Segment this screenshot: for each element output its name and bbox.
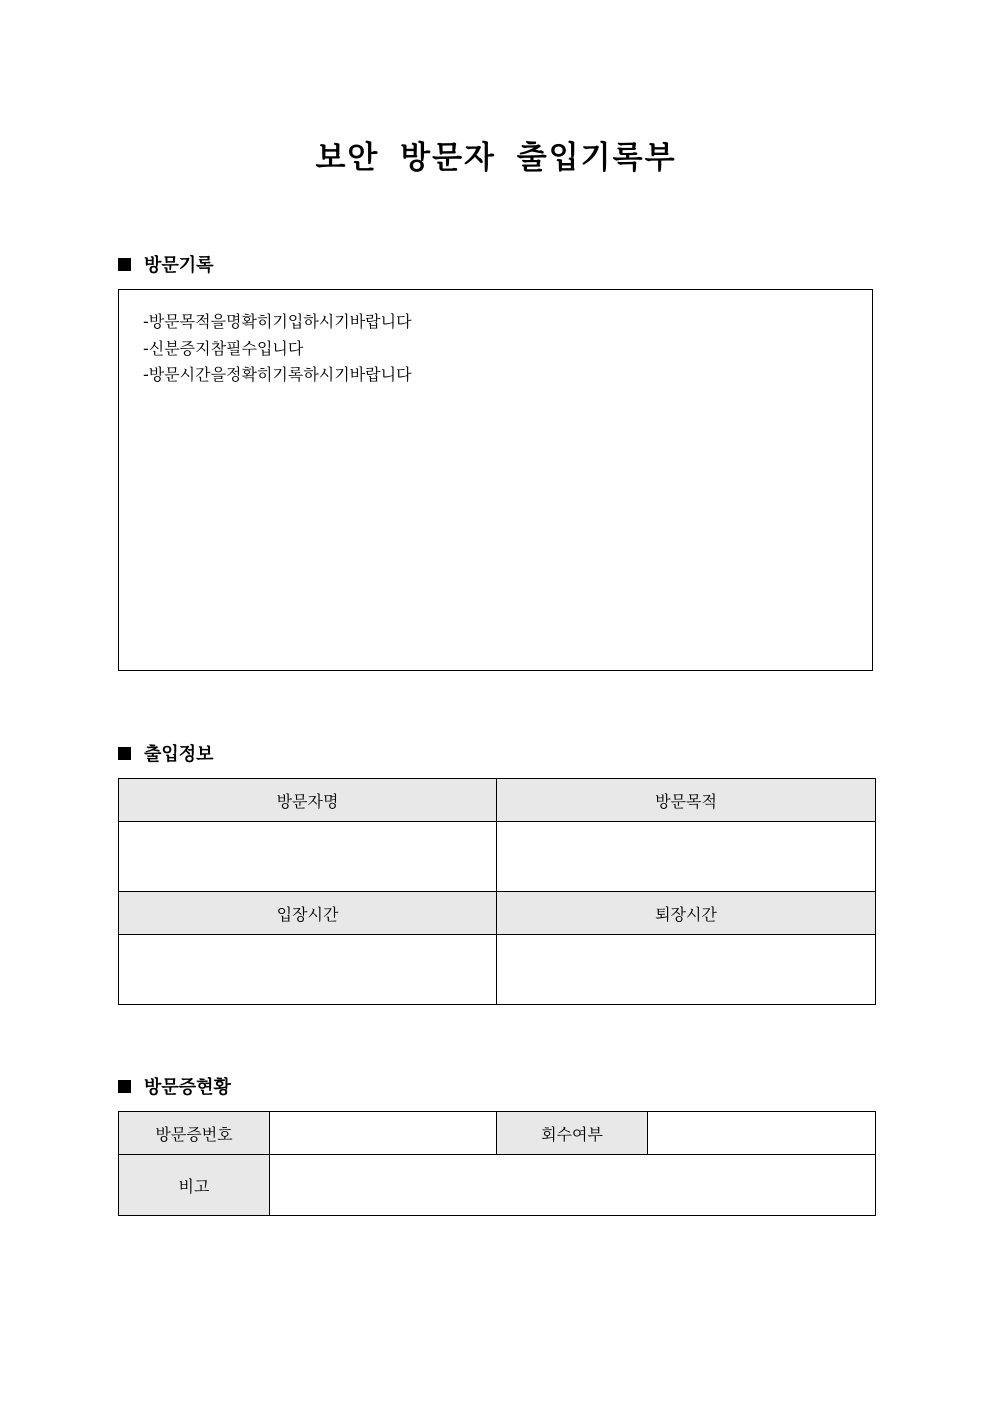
square-bullet-icon xyxy=(118,747,131,760)
returned-label: 회수여부 xyxy=(497,1112,648,1155)
visitor-name-field[interactable] xyxy=(119,822,497,892)
note-line: -방문목적을명확히기입하시기바랍니다 xyxy=(143,312,412,331)
entry-time-field[interactable] xyxy=(119,935,497,1005)
visit-purpose-label: 방문목적 xyxy=(497,779,876,822)
badge-number-label: 방문증번호 xyxy=(119,1112,270,1155)
entry-time-label: 입장시간 xyxy=(119,892,497,935)
badge-status-heading xyxy=(118,1074,231,1098)
badge-number-field[interactable] xyxy=(270,1112,497,1155)
entry-info-heading xyxy=(118,741,214,765)
note-line: -방문시간을정확히기록하시기바랍니다 xyxy=(143,365,412,384)
remarks-label: 비고 xyxy=(119,1155,270,1216)
visit-record-heading-label: 방문기록 xyxy=(144,255,214,276)
exit-time-label: 퇴장시간 xyxy=(497,892,876,935)
visit-record-heading xyxy=(118,252,214,276)
document-title: 보안 방문자 출입기록부 xyxy=(315,140,677,176)
entry-info-heading-label: 출입정보 xyxy=(144,744,214,765)
square-bullet-icon xyxy=(118,1080,131,1093)
badge-status-heading-label: 방문증현황 xyxy=(144,1077,231,1098)
square-bullet-icon xyxy=(118,258,131,271)
remarks-field[interactable] xyxy=(270,1155,876,1216)
badge-status-table xyxy=(118,1111,876,1216)
note-line: -신분증지참필수입니다 xyxy=(143,338,304,358)
visit-purpose-field[interactable] xyxy=(497,822,876,892)
exit-time-field[interactable] xyxy=(497,935,876,1005)
entry-info-table xyxy=(118,778,876,1005)
visit-record-notes-box xyxy=(118,289,873,671)
visitor-name-label: 방문자명 xyxy=(119,779,497,822)
returned-field[interactable] xyxy=(648,1112,876,1155)
